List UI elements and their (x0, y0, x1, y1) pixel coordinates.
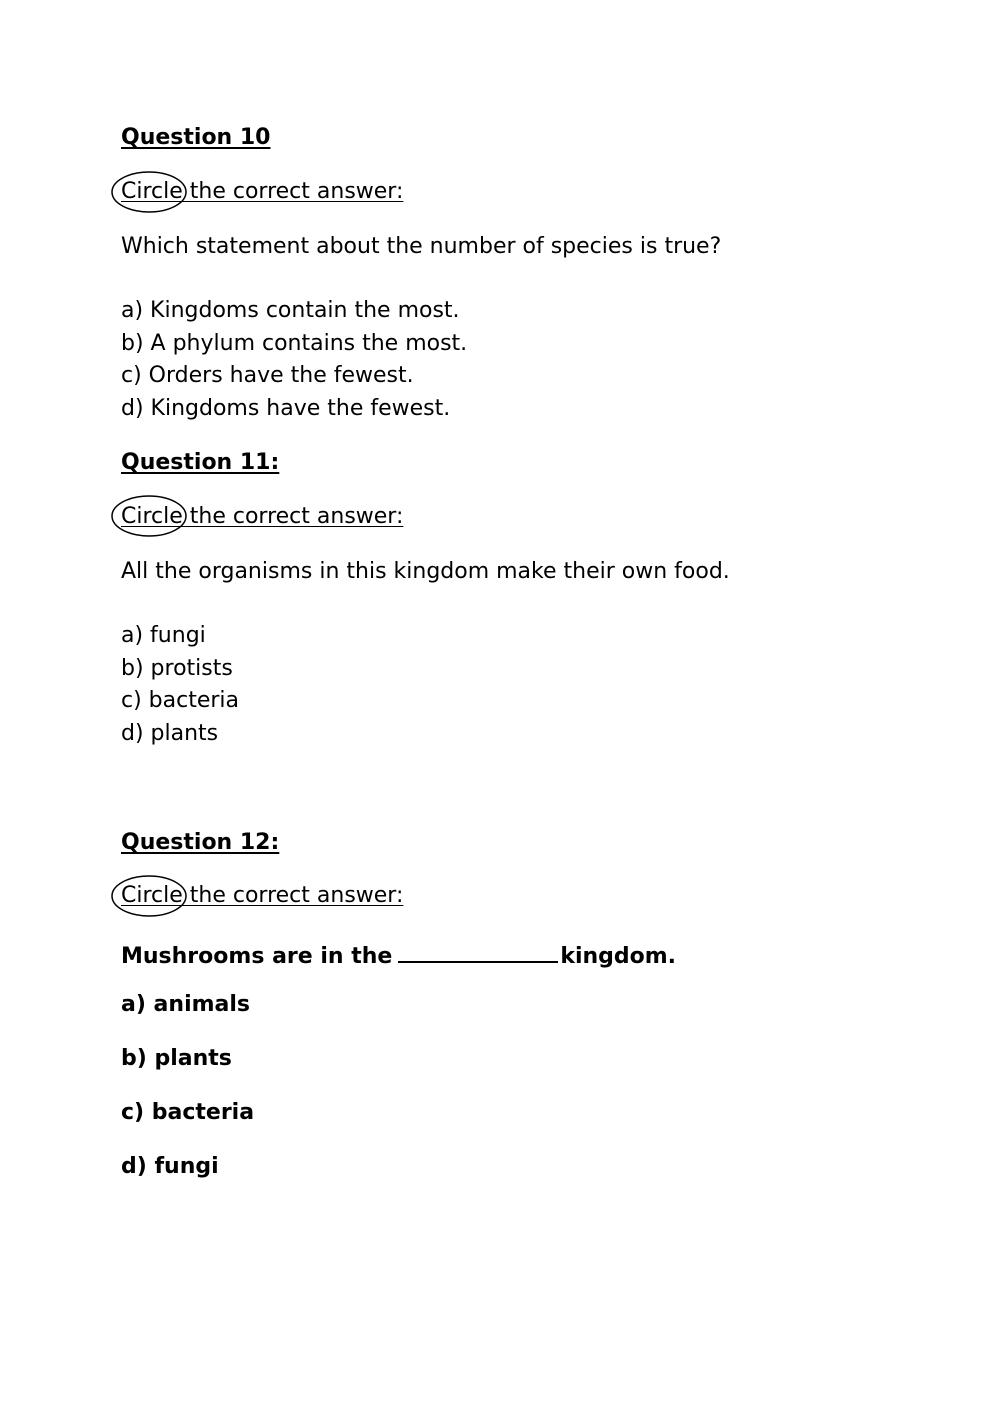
instruction-text: Circle the correct answer: (121, 179, 404, 204)
answer-option-d[interactable]: d) fungi (121, 1154, 219, 1179)
question-heading: Question 11: (121, 450, 280, 475)
answer-option-b[interactable]: b) plants (121, 1046, 232, 1071)
question-heading: Question 10 (121, 125, 271, 150)
fill-in-blank (398, 939, 558, 963)
question-prompt (121, 939, 676, 968)
answer-option-b[interactable]: b) A phylum contains the most. (121, 331, 468, 356)
answer-option-c[interactable]: c) bacteria (121, 1100, 255, 1125)
instruction-text: Circle the correct answer: (121, 883, 404, 908)
answer-option-a[interactable]: a) Kingdoms contain the most. (121, 298, 460, 323)
answer-option-d[interactable]: d) plants (121, 721, 219, 746)
question-prompt: Which statement about the number of species is true? (121, 234, 722, 259)
answer-option-a[interactable]: a) fungi (121, 623, 206, 648)
answer-option-c[interactable]: c) bacteria (121, 688, 240, 713)
question-prompt: All the organisms in this kingdom make their own food. (121, 559, 730, 584)
question-heading: Question 12: (121, 830, 280, 855)
answer-option-a[interactable]: a) animals (121, 992, 251, 1017)
instruction-text: Circle the correct answer: (121, 504, 404, 529)
answer-option-d[interactable]: d) Kingdoms have the fewest. (121, 396, 451, 421)
prompt-before-blank: Mushrooms are in the (121, 944, 393, 969)
answer-option-b[interactable]: b) protists (121, 656, 233, 681)
prompt-after-blank: kingdom. (560, 944, 677, 969)
answer-option-c[interactable]: c) Orders have the fewest. (121, 363, 414, 388)
